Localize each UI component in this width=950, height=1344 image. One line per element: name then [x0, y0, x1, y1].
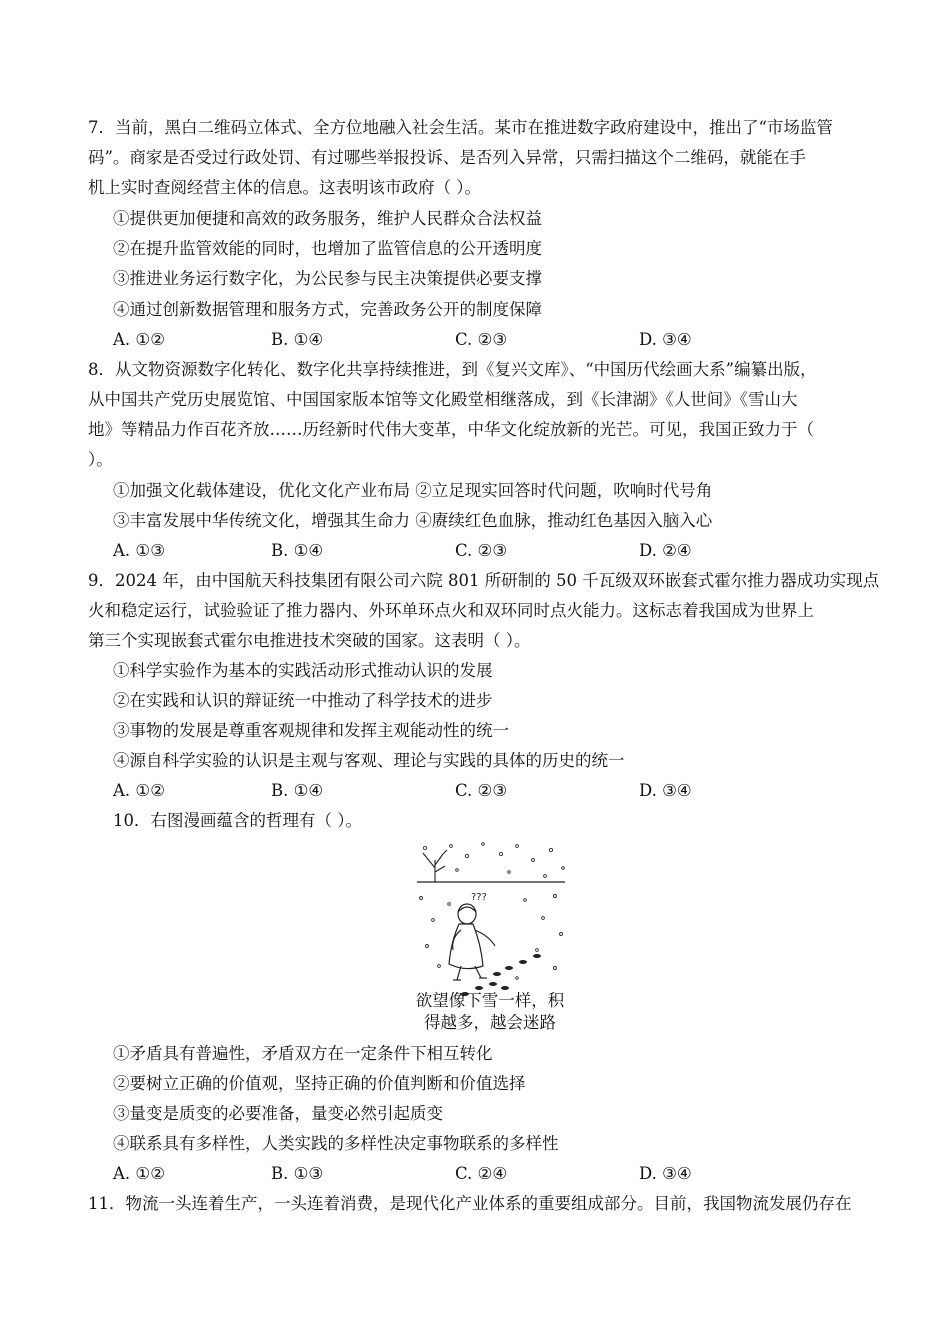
q8-stem-line-4: ）。: [88, 450, 113, 469]
q10-item-1: ①矛盾具有普遍性，矛盾双方在一定条件下相互转化: [113, 1044, 493, 1063]
q8-stem-line-2: 从中国共产党历史展览馆、中国国家版本馆等文化殿堂相继落成，到《长津湖》《人世间》《雪山大: [88, 390, 798, 409]
q7-stem-line-3: 机上实时查阅经营主体的信息。这表明该市政府（ ）。: [88, 178, 481, 197]
q8-option-b[interactable]: B. ①④: [271, 541, 324, 560]
q9-stem-line-3: 第三个实现嵌套式霍尔电推进技术突破的国家。这表明（ ）。: [88, 631, 531, 650]
q9-option-c[interactable]: C. ②③: [455, 781, 508, 800]
q7-stem-line-2: 码”。商家是否受过行政处罚、有过哪些举报投诉、是否列入异常，只需扫描这个二维码，就能在手: [88, 148, 806, 167]
q8-stem-line-3: 地》等精品力作百花齐放……历经新时代伟大变革，中华文化绽放新的光芒。可见，我国正致力于（: [88, 420, 814, 439]
cartoon-caption-line-2: 得越多，越会迷路: [424, 1013, 556, 1032]
q7-stem-line-1: 7．当前，黑白二维码立体式、全方位地融入社会生活。某市在推进数字政府建设中，推出了“市场监管: [88, 118, 833, 137]
q9-stem-line-2: 火和稳定运行，试验验证了推力器内、外环单环点火和双环同时点火能力。这标志着我国成为世界上: [88, 601, 814, 620]
q10-option-b[interactable]: B. ①③: [271, 1164, 324, 1183]
q10-item-2: ②要树立正确的价值观，坚持正确的价值判断和价值选择: [113, 1074, 526, 1093]
cartoon-caption-line-1: 欲望像下雪一样，积: [415, 991, 565, 1010]
q10-option-c[interactable]: C. ②④: [455, 1164, 508, 1183]
q10-item-4: ④联系具有多样性，人类实践的多样性决定事物联系的多样性: [113, 1134, 559, 1153]
q7-option-d[interactable]: D. ③④: [639, 330, 692, 349]
q7-item-1: ①提供更加便捷和高效的政务服务，维护人民群众合法权益: [113, 209, 542, 228]
q8-stem-line-1: 8．从文物资源数字化转化、数字化共享持续推进，到《复兴文库》、“中国历代绘画大系”编纂出版，: [88, 360, 817, 379]
q7-option-b[interactable]: B. ①④: [271, 330, 324, 349]
q10-option-a[interactable]: A. ①②: [113, 1164, 165, 1183]
q10-option-d[interactable]: D. ③④: [639, 1164, 692, 1183]
q8-items-row-2: ③丰富发展中华传统文化，增强其生命力 ④赓续红色血脉，推动红色基因入脑入心: [113, 511, 713, 530]
q9-option-a[interactable]: A. ①②: [113, 781, 165, 800]
q7-option-c[interactable]: C. ②③: [455, 330, 508, 349]
q11-stem-line-1: 11．物流一头连着生产，一头连着消费，是现代化产业体系的重要组成部分。目前，我国物流发展仍存在: [88, 1194, 852, 1213]
q9-stem-line-1: 9．2024 年，由中国航天科技集团有限公司六院 801 所研制的 50 千瓦级双环嵌套式霍尔推力器成功实现点: [88, 571, 880, 590]
q7-item-3: ③推进业务运行数字化，为公民参与民主决策提供必要支撑: [113, 269, 542, 288]
q8-items-row-1: ①加强文化载体建设，优化文化产业布局 ②立足现实回答时代问题，吹响时代号角: [113, 481, 713, 500]
q9-option-d[interactable]: D. ③④: [639, 781, 692, 800]
q7-item-4: ④通过创新数据管理和服务方式，完善政务公开的制度保障: [113, 300, 542, 319]
cartoon-question-marks: ???: [471, 892, 487, 903]
q10-item-3: ③量变是质变的必要准备，量变必然引起质变: [113, 1104, 443, 1123]
q9-item-2: ②在实践和认识的辩证统一中推动了科学技术的进步: [113, 691, 493, 710]
q8-option-a[interactable]: A. ①③: [113, 541, 165, 560]
q9-option-b[interactable]: B. ①④: [271, 781, 324, 800]
q9-item-4: ④源自科学实验的认识是主观与客观、理论与实践的具体的历史的统一: [113, 751, 625, 770]
q7-option-a[interactable]: A. ①②: [113, 330, 165, 349]
q9-item-3: ③事物的发展是尊重客观规律和发挥主观能动性的统一: [113, 721, 509, 740]
q7-item-2: ②在提升监管效能的同时，也增加了监管信息的公开透明度: [113, 239, 542, 258]
q8-option-d[interactable]: D. ②④: [639, 541, 692, 560]
q8-option-c[interactable]: C. ②③: [455, 541, 508, 560]
q10-stem: 10．右图漫画蕴含的哲理有（ ）。: [113, 811, 362, 830]
q9-item-1: ①科学实验作为基本的实践活动形式推动认识的发展: [113, 661, 493, 680]
